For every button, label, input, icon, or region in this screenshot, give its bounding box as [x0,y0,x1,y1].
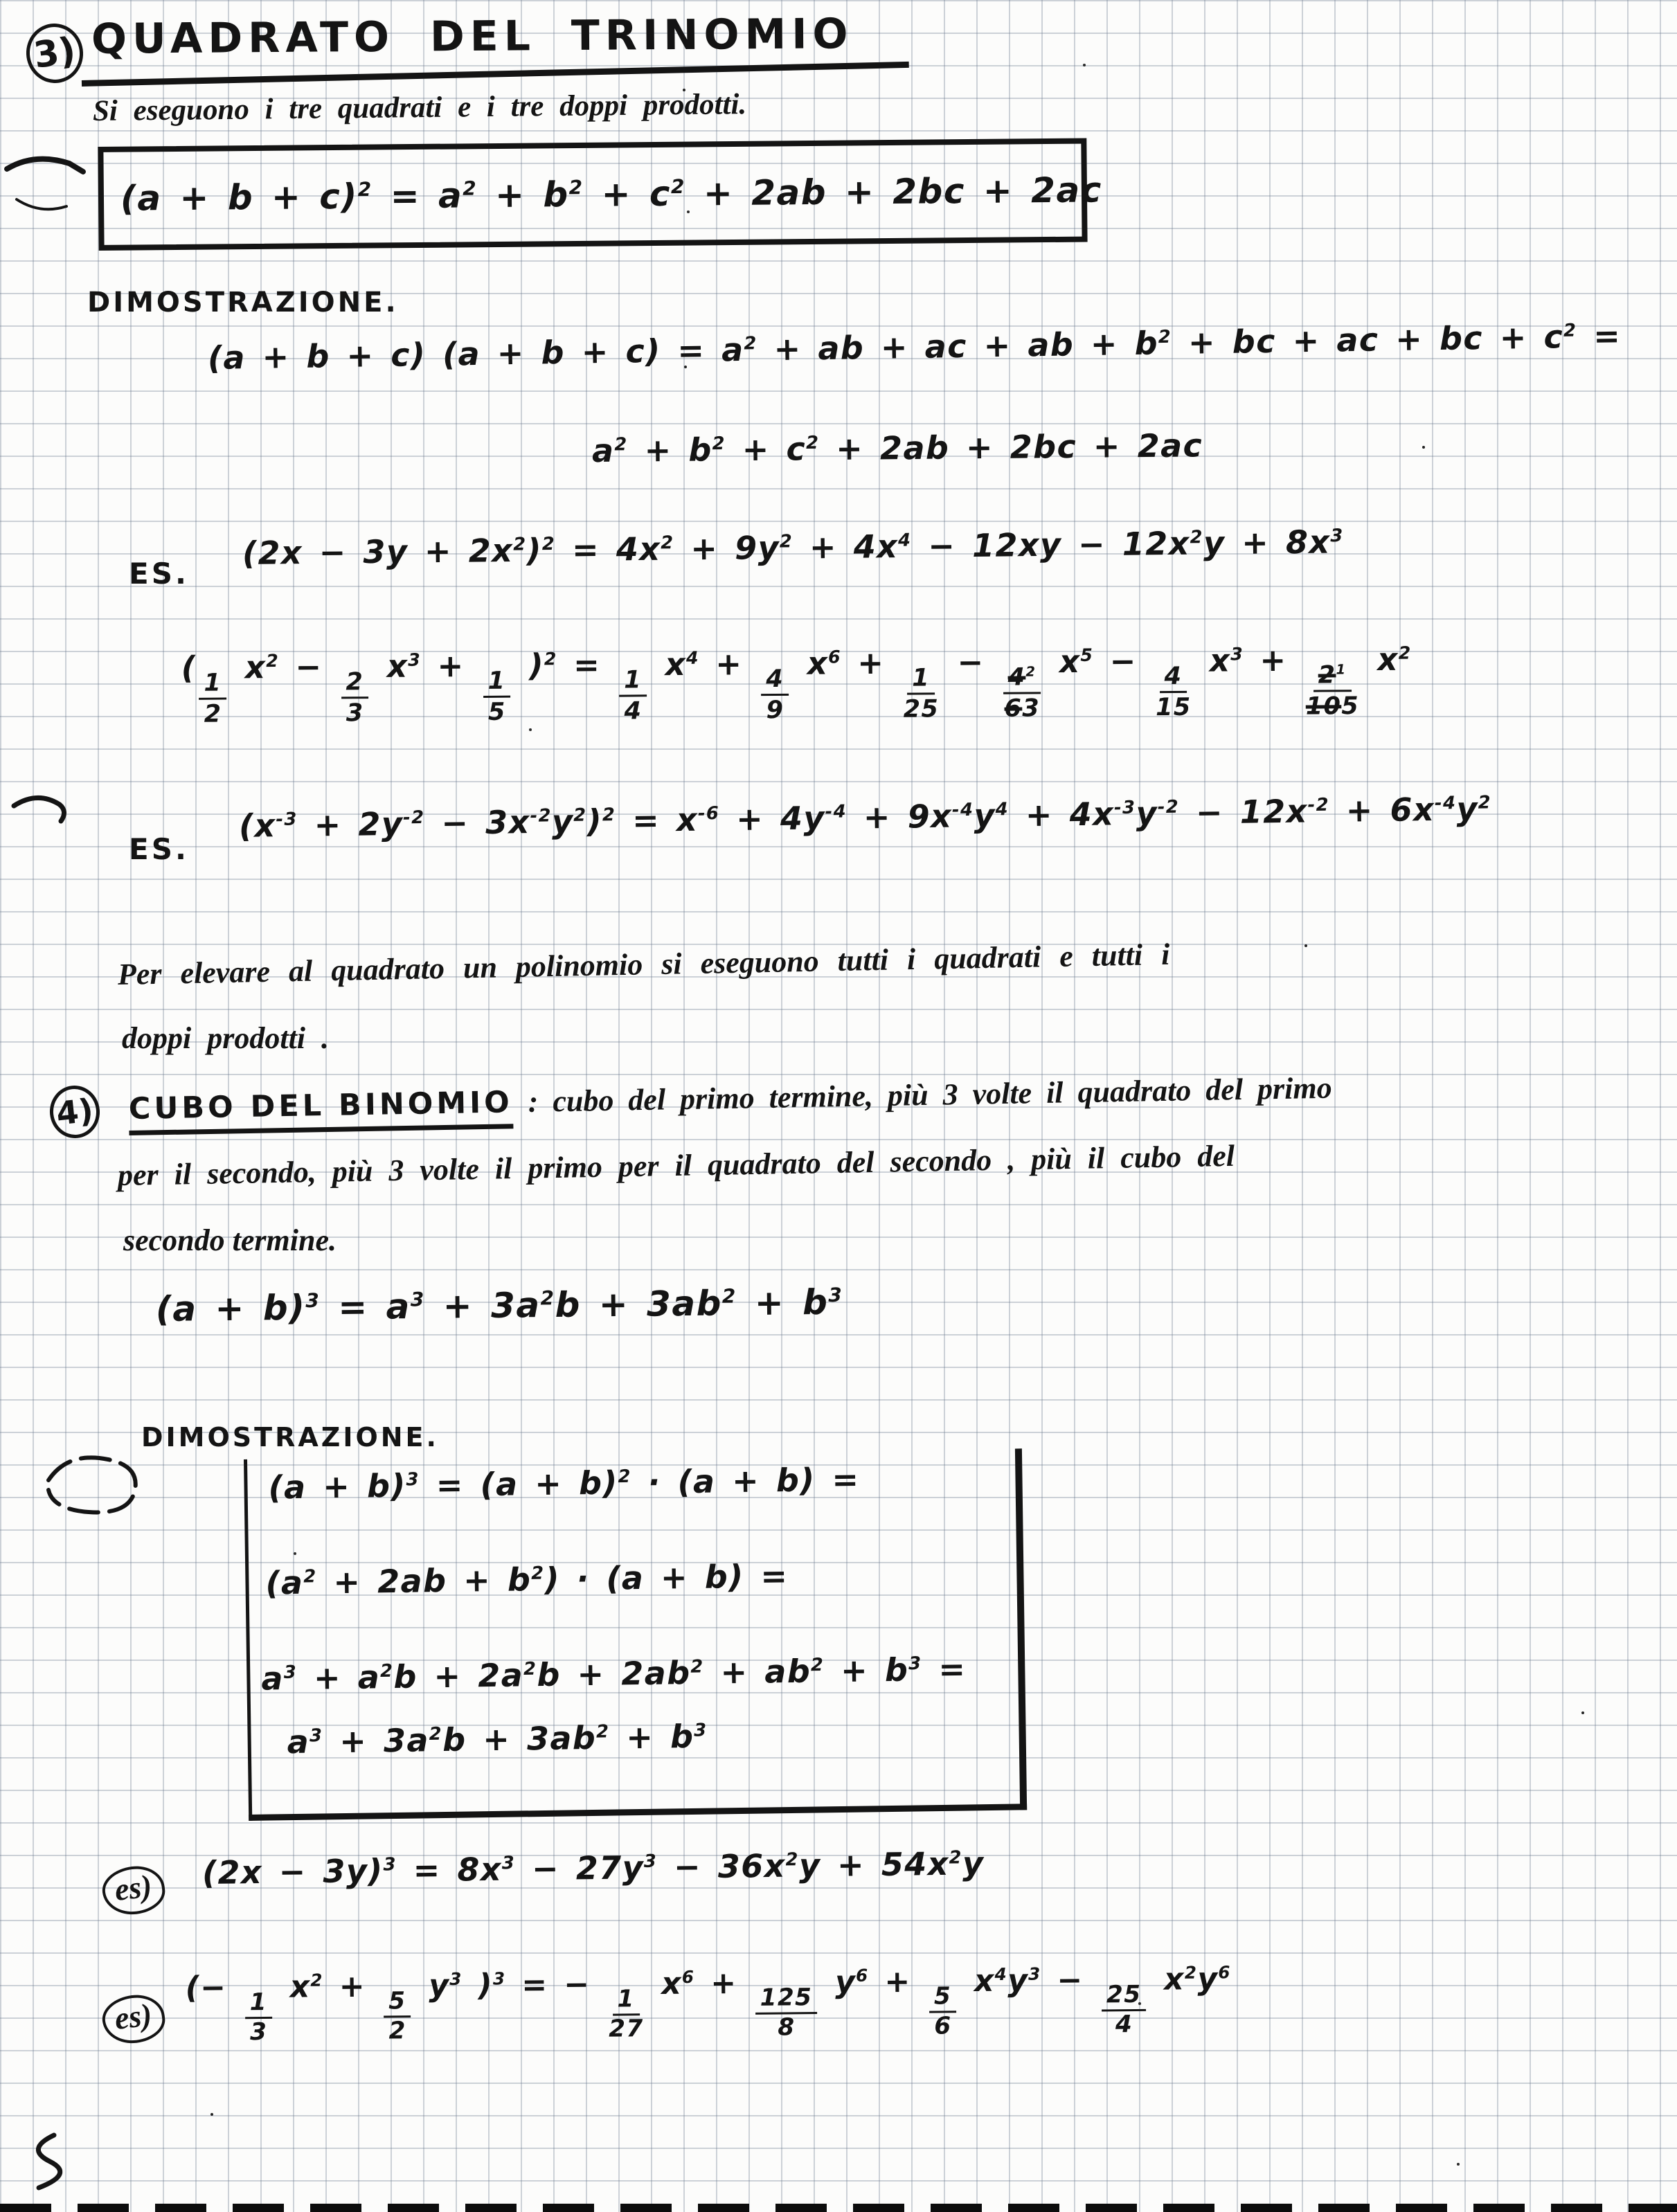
example-1b-formula: ( $\frac{1}{2}$ $x^2$ − $\frac{2}{3}$ $x^3$ + $\frac{1}{5}$ )$^2$ = $\frac{1}{4}$ $x^4$ + $\frac{4}{9}$ $x^6$ + $\frac{1}{25}$ − $\frac{4^2}{63}$ $x^5$ − $\frac{4}{15}$ $x^3$ + $\frac{2^1}{105}$ $x^2$ [181,640,1412,728]
section-4-desc-line-1: : cubo del primo termine, più 3 volte il quadrato del primo [528,1070,1333,1119]
trinomial-proof-line-1: (a + b + c) $(a + b + c) = a^2$ + ab + ac + ab + $b^2$ + bc + ac + bc + $c^2$ = [207,316,1622,377]
section-3-number: 3) [22,20,87,87]
margin-hook-doodle [7,786,76,863]
intro-sentence: Si eseguono i tre quadrati e i tre doppi prodotti. [92,88,747,127]
example-1-formula: $(2x - 3y + 2x^2)^2 = 4x^2 + 9y^2 + 4x^4 - 12xy - 12x^2y + 8x^3$ [242,523,1344,572]
section-4-desc-line-3: secondo termine. [123,1223,337,1257]
cube-proof-line-2: $(a^2 + 2ab + b^2) \cdot (a + b)$ = [265,1557,789,1602]
bottom-squiggle-doodle [10,2130,96,2199]
proof-heading-trinomial: DIMOSTRAZIONE. [87,287,399,318]
cube-example-1-label: es) [100,1863,167,1918]
section-4-desc-line-2: per il secondo, più 3 volte il primo per il quadrato del secondo , più il cubo del [117,1138,1235,1192]
proof-box-cube [244,1448,1027,1821]
note-line-1: Per elevare al quadrato un polinomio si eseguono tutti i quadrati e tutti i [117,937,1170,991]
title-underline [82,62,909,87]
section-4-title: CUBO DEL BINOMIO [128,1085,513,1135]
section-4-number: 4) [47,1083,102,1140]
example-1-label: ES. [129,557,189,591]
boxed-trinomial-formula [98,138,1103,251]
cube-example-1-formula: $(2x - 3y)^3 = 8x^3 - 27y^3 - 36x^2y + 54x^2y$ [201,1844,985,1891]
cube-example-2-label: es) [100,1992,167,2047]
scan-bottom-edge [0,2204,1677,2212]
margin-loop-doodle [28,1437,170,1545]
trinomial-square-formula: $(a + b + c)^2 = a^2 + b^2 + c^2 + 2ab + 2bc + 2ac$ [120,170,1103,219]
binomial-cube-formula: $(a + b)^3 = a^3 + 3a^2b + 3ab^2 + b^3$ [155,1282,843,1329]
cube-proof-line-1: $(a + b)^3 = (a + b)^2 \cdot (a + b)$ = [268,1460,860,1507]
margin-arrow-doodle [1,143,96,230]
example-2-label: ES. [129,832,189,866]
cube-proof-line-3: $a^3 + a^2b + 2a^2b + 2ab^2 + ab^2 + b^3$ = [261,1650,967,1698]
proof-heading-cube: DIMOSTRAZIONE. [141,1422,439,1453]
cube-proof-line-4: $a^3 + 3a^2b + 3ab^2 + b^3$ [287,1717,708,1761]
scan-speckles [0,0,3,3]
section-4-heading-line [128,1070,1332,1135]
section-3-title: QUADRATO DEL TRINOMIO [91,10,854,64]
cube-example-2-formula: (− $\frac{1}{3}$ $x^2$ + $\frac{5}{2}$ $y^3$ )$^3$ = − $\frac{1}{27}$ $x^6$ + $\frac{125}{8}$ $y^6$ + $\frac{5}{6}$ $x^4y^3$ − $\frac{25}{4}$ $x^2y^6$ [185,1961,1231,2047]
example-2-formula: $(x^{-3} + 2y^{-2} - 3x^{-2}y^2)^2 = x^{-6} + 4y^{-4} + 9x^{-4}y^4 + 4x^{-3}y^{-2} - 12x^{-2} + 6x^{-4}y^2$ [238,790,1492,845]
trinomial-proof-line-2: $a^2 + b^2 + c^2 + 2ab + 2bc + 2ac$ [591,426,1203,469]
note-line-2: doppi prodotti . [122,1021,330,1055]
